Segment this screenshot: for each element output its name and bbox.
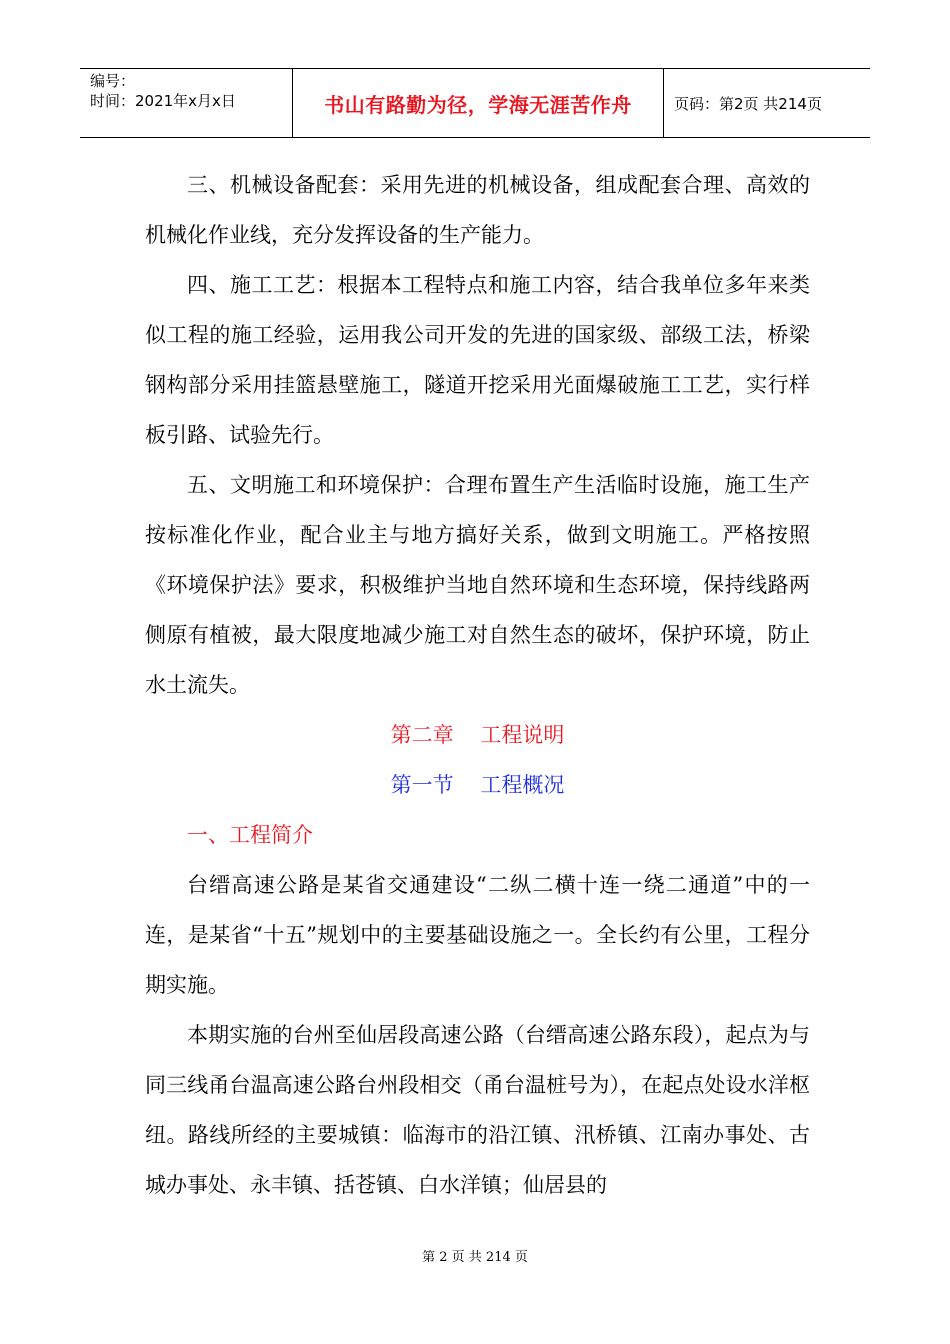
header-page-info: 页码：第2页 共214页: [674, 94, 822, 113]
section-heading: 第一节 工程概况: [390, 773, 565, 797]
paragraph-machinery: 三、机械设备配套：采用先进的机械设备，组成配套合理、高效的机械化作业线，充分发挥设备的生产能力。: [145, 173, 810, 247]
document-header: [80, 68, 870, 138]
subheading-intro: 一、工程简介: [187, 823, 313, 847]
header-motto: 书山有路勤为径，学海无涯苦作舟: [293, 69, 664, 137]
number-label: 编号：: [90, 72, 136, 90]
document-body: [145, 160, 810, 1210]
date-label: 时间：2021年x月x日: [90, 92, 236, 110]
page-footer: 第 2 页 共 214 页: [422, 1250, 528, 1265]
paragraph-process: 四、施工工艺：根据本工程特点和施工内容，结合我单位多年来类似工程的施工经验，运用我公司开发的先进的国家级、部级工法，桥梁钢构部分采用挂篮悬壁施工，隧道开挖采用光面爆破施工工艺，实行样板引路、试验先行。: [145, 273, 810, 447]
paragraph-overview: 台缙高速公路是某省交通建设“二纵二横十连一绕二通道”中的一连，是某省“十五”规划中的主要基础设施之一。全长约有公里，工程分期实施。: [145, 873, 810, 997]
chapter-heading: 第二章 工程说明: [390, 723, 565, 747]
header-meta: [80, 69, 293, 137]
paragraph-route: 本期实施的台州至仙居段高速公路（台缙高速公路东段），起点为与同三线甬台温高速公路台州段相交（甬台温桩号为），在起点处设水洋枢纽。路线所经的主要城镇：临海市的沿江镇、汛桥镇、江南办事处、古城办事处、永丰镇、括苍镇、白水洋镇；仙居县的: [145, 1023, 810, 1197]
paragraph-environment: 五、文明施工和环境保护：合理布置生产生活临时设施，施工生产按标准化作业，配合业主与地方搞好关系，做到文明施工。严格按照《环境保护法》要求，积极维护当地自然环境和生态环境，保持线路两侧原有植被，最大限度地减少施工对自然生态的破坏，保护环境，防止水土流失。: [145, 473, 810, 697]
